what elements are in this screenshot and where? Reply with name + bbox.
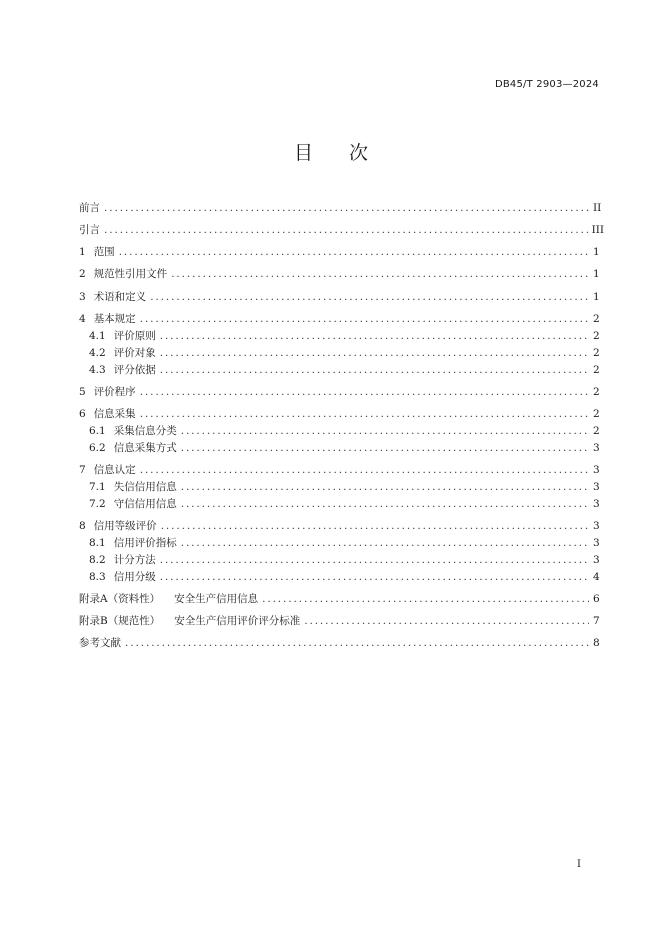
toc-entry-number: 5	[79, 386, 86, 398]
toc-entry-number: 1	[79, 246, 86, 258]
toc-leader-dots	[171, 266, 589, 282]
toc-entry-appendix-b[interactable]	[79, 613, 599, 629]
toc-entry-page: 3	[593, 442, 600, 454]
toc-entry-label: 评分依据	[113, 364, 156, 376]
toc-leader-dots	[140, 406, 589, 422]
toc-leader-dots	[262, 591, 589, 607]
toc-entry-page: 7	[593, 615, 600, 627]
toc-leader-dots	[140, 462, 589, 478]
toc-entry-8-2[interactable]	[89, 552, 599, 568]
toc-entry-introduction[interactable]	[79, 222, 605, 238]
toc-entry-8[interactable]	[79, 518, 599, 534]
toc-entry-number: 2	[79, 268, 86, 280]
toc-entry-6[interactable]	[79, 406, 599, 422]
toc-entry-page: 3	[593, 554, 600, 566]
toc-leader-dots	[181, 535, 589, 551]
toc-entry-number: 4.2	[89, 347, 106, 359]
toc-entry-label: 前言	[79, 202, 100, 214]
document-code: DB45/T 2903—2024	[494, 79, 599, 90]
toc-entry-page: 3	[593, 464, 600, 476]
toc-entry-label: 术语和定义	[93, 291, 147, 303]
toc-entry-label: 安全生产信用信息	[174, 593, 259, 605]
toc-entry-number: 6	[79, 408, 86, 420]
toc-entry-page: 1	[593, 246, 600, 258]
toc-entry-label: 守信信用信息	[113, 498, 177, 510]
toc-entry-foreword[interactable]	[79, 200, 602, 216]
toc-entry-4-2[interactable]	[89, 345, 599, 361]
toc-leader-dots	[150, 289, 589, 305]
toc-entry-page: III	[591, 224, 605, 236]
toc-leader-dots	[160, 345, 589, 361]
toc-entry-label: 评价原则	[113, 330, 156, 342]
toc-entry-page: 3	[593, 537, 600, 549]
toc-leader-dots	[125, 635, 589, 651]
toc-entry-1[interactable]	[79, 244, 599, 260]
toc-entry-4[interactable]	[79, 311, 599, 327]
toc-entry-page: 8	[593, 637, 600, 649]
toc-entry-label: 基本规定	[93, 313, 136, 325]
page-number: I	[577, 859, 581, 870]
toc-leader-dots	[181, 496, 589, 512]
toc-entry-number: 6.1	[89, 425, 106, 437]
toc-entry-page: 1	[593, 268, 600, 280]
toc-entry-7[interactable]	[79, 462, 599, 478]
toc-leader-dots	[104, 222, 588, 238]
toc-entry-label: 参考文献	[79, 637, 121, 649]
toc-entry-6-1[interactable]	[89, 423, 599, 439]
toc-entry-4-1[interactable]	[89, 328, 599, 344]
toc-leader-dots	[304, 613, 589, 629]
toc-entry-page: 1	[593, 291, 600, 303]
toc-entry-label: 信用评价指标	[113, 537, 177, 549]
toc-entry-5[interactable]	[79, 384, 599, 400]
toc-entry-label: 安全生产信用评价评分标准	[174, 615, 301, 627]
toc-entry-label: 采集信息分类	[113, 425, 177, 437]
toc-title	[0, 138, 662, 165]
toc-entry-8-1[interactable]	[89, 535, 599, 551]
toc-leader-dots	[160, 552, 589, 568]
toc-leader-dots	[104, 200, 589, 216]
toc-entry-page: 3	[593, 498, 600, 510]
toc-entry-label: 评价对象	[113, 347, 156, 359]
toc-entry-number: 8.1	[89, 537, 106, 549]
toc-entry-label: 信息采集方式	[113, 442, 177, 454]
toc-leader-dots	[140, 384, 589, 400]
toc-entry-label: 计分方法	[113, 554, 156, 566]
toc-entry-label: 引言	[79, 224, 100, 236]
toc-leader-dots	[140, 311, 589, 327]
toc-entry-page: 3	[593, 520, 600, 532]
toc-entry-page: 4	[593, 571, 600, 583]
toc-entry-page: 3	[593, 481, 600, 493]
toc-entry-number: 附录A（资料性）	[79, 593, 161, 605]
toc-entry-number: 6.2	[89, 442, 106, 454]
toc-title-char: 次	[349, 142, 369, 164]
toc-entry-number: 4	[79, 313, 86, 325]
toc-leader-dots	[119, 244, 589, 260]
toc-entry-number: 附录B（规范性）	[79, 615, 161, 627]
toc-entry-8-3[interactable]	[89, 569, 599, 585]
toc-entry-page: 2	[593, 330, 600, 342]
toc-entry-number: 3	[79, 291, 86, 303]
toc-entry-label: 评价程序	[93, 386, 136, 398]
toc-entry-references[interactable]	[79, 635, 599, 651]
toc-entry-4-3[interactable]	[89, 362, 599, 378]
toc-entry-label: 信息认定	[93, 464, 136, 476]
toc-entry-7-2[interactable]	[89, 496, 599, 512]
toc-entry-page: 2	[593, 347, 600, 359]
toc-entry-2[interactable]	[79, 266, 599, 282]
toc-entry-number: 8.2	[89, 554, 106, 566]
toc-leader-dots	[181, 479, 589, 495]
toc-entry-page: 2	[593, 386, 600, 398]
toc-entry-number: 7.1	[89, 481, 106, 493]
toc-leader-dots	[161, 518, 589, 534]
toc-leader-dots	[181, 440, 589, 456]
toc-leader-dots	[181, 423, 589, 439]
toc-entry-label: 信用等级评价	[93, 520, 157, 532]
toc-entry-7-1[interactable]	[89, 479, 599, 495]
toc-entry-number: 8	[79, 520, 86, 532]
toc-entry-page: 2	[593, 313, 600, 325]
toc-entry-3[interactable]	[79, 289, 599, 305]
toc-entry-number: 7	[79, 464, 86, 476]
toc-leader-dots	[160, 362, 589, 378]
toc-title-char: 目	[293, 142, 313, 164]
toc-entry-page: 2	[593, 425, 600, 437]
toc-entry-number: 4.3	[89, 364, 106, 376]
toc-leader-dots	[160, 569, 589, 585]
toc-entry-label: 范围	[93, 246, 115, 258]
toc-entry-label: 信息采集	[93, 408, 136, 420]
toc-entry-label: 信用分级	[113, 571, 156, 583]
toc-leader-dots	[160, 328, 589, 344]
toc-entry-6-2[interactable]	[89, 440, 599, 456]
toc-entry-page: 2	[593, 408, 600, 420]
toc-entry-label: 失信信用信息	[113, 481, 177, 493]
toc-entry-number: 4.1	[89, 330, 106, 342]
toc-entry-page: 6	[593, 593, 600, 605]
toc-entry-number: 8.3	[89, 571, 106, 583]
toc-entry-number: 7.2	[89, 498, 106, 510]
toc-entry-label: 规范性引用文件	[93, 268, 168, 280]
toc-entry-appendix-a[interactable]	[79, 591, 599, 607]
toc-entry-page: 2	[593, 364, 600, 376]
toc-entry-page: II	[593, 202, 602, 214]
